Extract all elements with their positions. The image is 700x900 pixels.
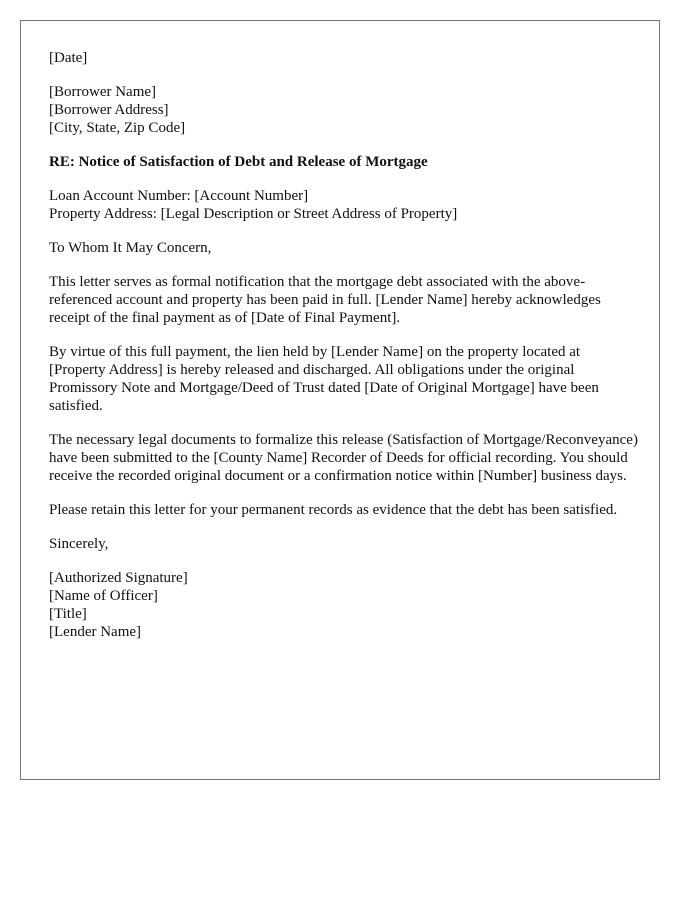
- recipient-city-state-zip: [City, State, Zip Code]: [49, 120, 186, 136]
- recipient-block: [49, 83, 639, 137]
- officer-title: [Title]: [49, 606, 87, 622]
- letter-content: [49, 49, 639, 657]
- officer-name: [Name of Officer]: [49, 588, 158, 604]
- recipient-address: [Borrower Address]: [49, 102, 169, 118]
- property-address-line: Property Address: [Legal Description or Street Address of Property]: [49, 206, 458, 222]
- body-paragraph-2: By virtue of this full payment, the lien held by [Lender Name] on the property located at [Property Address] is hereby released and discharged. All obligations under the original Promissory Note and Mortgage/Deed of Trust dated [Date of Original Mortgage] have been satisfied.: [49, 344, 599, 414]
- salutation: To Whom It May Concern,: [49, 240, 212, 256]
- letter-date: [Date]: [49, 50, 88, 66]
- subject-line: RE: Notice of Satisfaction of Debt and Release of Mortgage: [49, 154, 428, 170]
- reference-block: [49, 187, 639, 223]
- closing: Sincerely,: [49, 536, 109, 552]
- date-block: [49, 49, 639, 67]
- body-paragraph-4: Please retain this letter for your permanent records as evidence that the debt has been satisfied.: [49, 502, 618, 518]
- body-paragraph-3: The necessary legal documents to formalize this release (Satisfaction of Mortgage/Reconveyance) have been submitted to the [County Name] Recorder of Deeds for official recording. You should receive the recorded original document or a confirmation notice within [Number] business days.: [49, 432, 638, 484]
- lender-name: [Lender Name]: [49, 624, 142, 640]
- signature-block: [49, 569, 639, 641]
- letter-page: [20, 20, 660, 780]
- authorized-signature: [Authorized Signature]: [49, 570, 188, 586]
- salutation-block: [49, 239, 639, 257]
- body-paragraph-1: This letter serves as formal notification that the mortgage debt associated with the above-referenced account and property has been paid in full. [Lender Name] hereby acknowledges receipt of the final payment as of [Date of Final Payment].: [49, 274, 601, 326]
- loan-account-line: Loan Account Number: [Account Number]: [49, 188, 309, 204]
- recipient-name: [Borrower Name]: [49, 84, 157, 100]
- closing-block: [49, 535, 639, 553]
- subject-block: [49, 153, 639, 171]
